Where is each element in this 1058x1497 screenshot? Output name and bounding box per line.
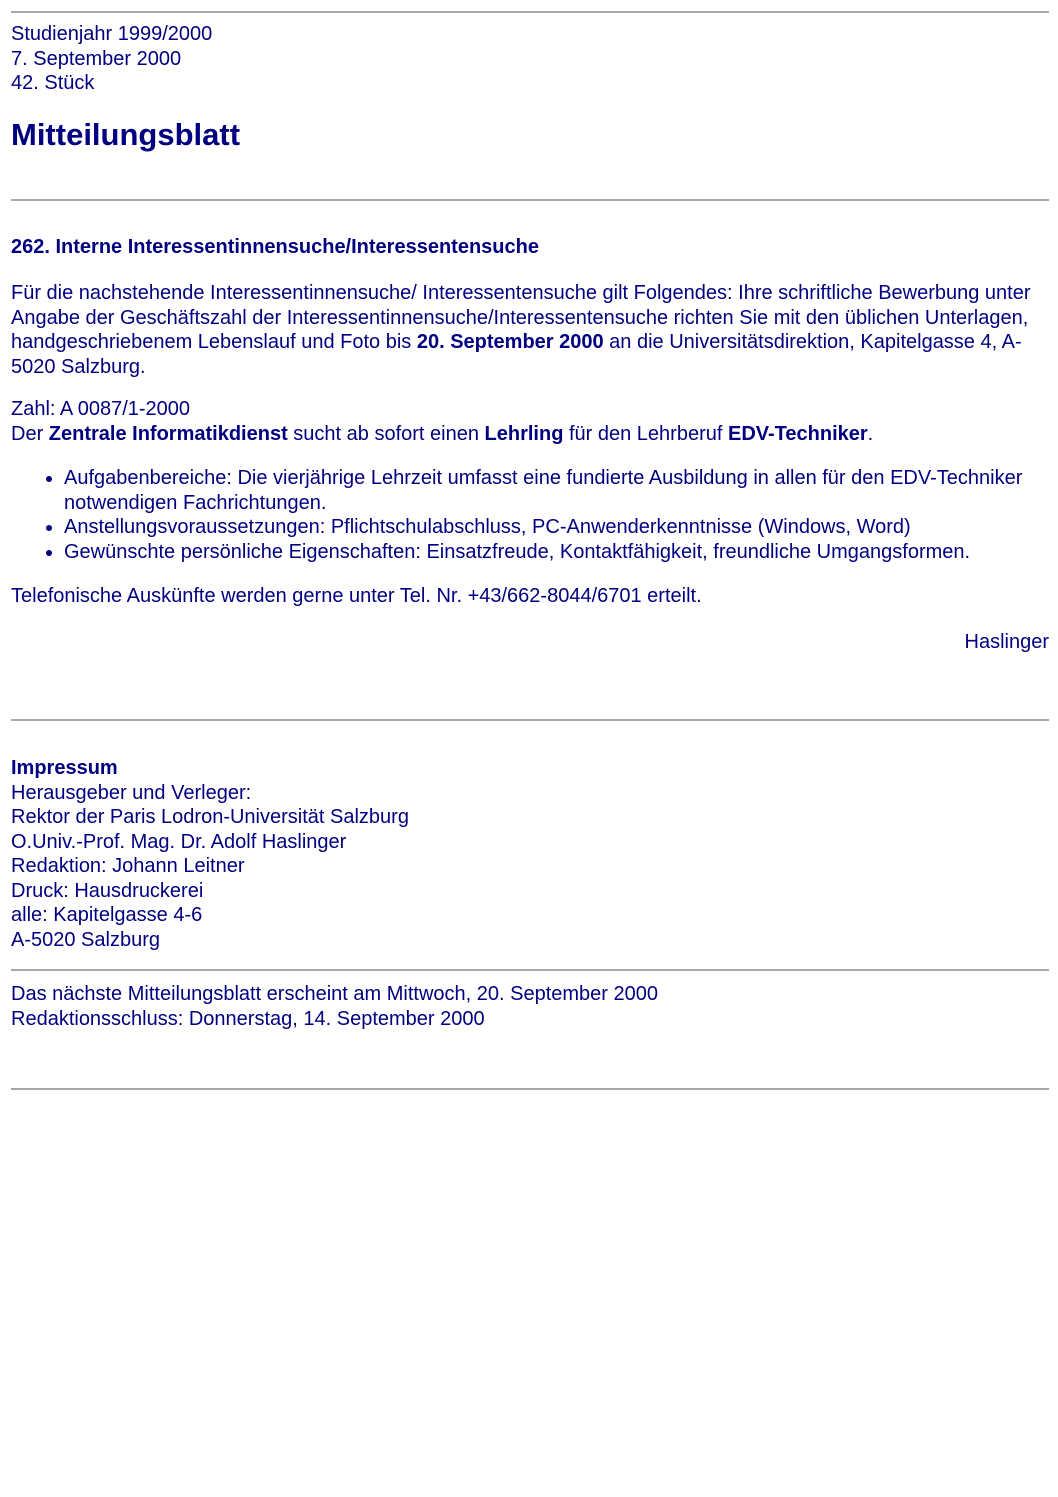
next-issue-divider (11, 969, 1049, 971)
position-name: Lehrling (484, 422, 564, 445)
academic-year: Studienjahr 1999/2000 (11, 23, 213, 45)
job-text: Der (11, 422, 49, 445)
intro-text: Für die nachstehende Interessentinnensuche/ Interessentensuche gilt Folgendes: Ihre schriftliche Bewerbung unter Angabe der Geschäftszahl der Interessentinnensuche/Interessentensuche richten Sie mit den üblichen Unterlagen, handgeschriebenem Lebenslauf und Foto bis (11, 282, 1031, 353)
impressum-heading: Impressum (11, 757, 118, 779)
issue-number: 42. Stück (11, 72, 95, 94)
impressum-line: Druck: Hausdruckerei (11, 879, 204, 902)
impressum-divider (11, 719, 1049, 721)
intro-text-end: an die Universitätsdirektion, Kapitelgasse 4, A-5020 Salzburg. (11, 331, 1022, 378)
list-item: • Gewünschte persönliche Eigenschaften: Einsatzfreude, Kontaktfähigkeit, freundliche Umgangsformen. (64, 540, 1049, 565)
job-offer-line (11, 422, 1049, 447)
page-title: Mitteilungsblatt (11, 117, 241, 152)
impressum-line: O.Univ.-Prof. Mag. Dr. Adolf Haslinger (11, 830, 347, 853)
application-deadline: 20. September 2000 (416, 331, 604, 353)
header-divider (11, 199, 1049, 201)
signature: Haslinger (964, 631, 1049, 653)
issue-header (11, 22, 1049, 96)
job-offer (11, 397, 1049, 446)
next-issue (11, 982, 1049, 1031)
impressum-line: alle: Kapitelgasse 4-6 (11, 904, 203, 926)
impressum-line: Redaktion: Johann Leitner (11, 855, 245, 877)
issue-date: 7. September 2000 (11, 47, 182, 70)
impressum-line: Herausgeber und Verleger: (11, 781, 252, 804)
job-text: für den Lehrberuf (563, 422, 728, 445)
job-text: . (867, 422, 874, 445)
announcement-intro (11, 281, 1049, 379)
editorial-deadline: Redaktionsschluss: Donnerstag, 14. September 2000 (11, 1007, 485, 1030)
announcement-heading: 262. Interne Interessentinnensuche/Interessentensuche (11, 236, 539, 258)
bottom-divider (11, 1088, 1049, 1090)
phone-info: Telefonische Auskünfte werden gerne unter Tel. Nr. +43/662-8044/6701 erteilt. (11, 585, 702, 607)
list-item: • Aufgabenbereiche: Die vierjährige Lehrzeit umfasst eine fundierte Ausbildung in allen für den EDV-Techniker notwendigen Fachrichtungen. (64, 466, 1049, 515)
impressum-line: Rektor der Paris Lodron-Universität Salzburg (11, 806, 409, 828)
impressum (11, 756, 1049, 952)
job-text: sucht ab sofort einen (287, 422, 485, 445)
list-item: • Anstellungsvoraussetzungen: Pflichtschulabschluss, PC-Anwenderkenntnisse (Windows, Word) (64, 515, 1049, 540)
impressum-line: A-5020 Salzburg (11, 928, 160, 951)
requirements-list (11, 466, 1049, 564)
next-issue-date: Das nächste Mitteilungsblatt erscheint am Mittwoch, 20. September 2000 (11, 983, 658, 1005)
top-divider (11, 11, 1049, 13)
department-name: Zentrale Informatikdienst (48, 422, 288, 445)
reference-number: Zahl: A 0087/1-2000 (11, 398, 191, 420)
profession-name: EDV-Techniker (727, 422, 868, 445)
